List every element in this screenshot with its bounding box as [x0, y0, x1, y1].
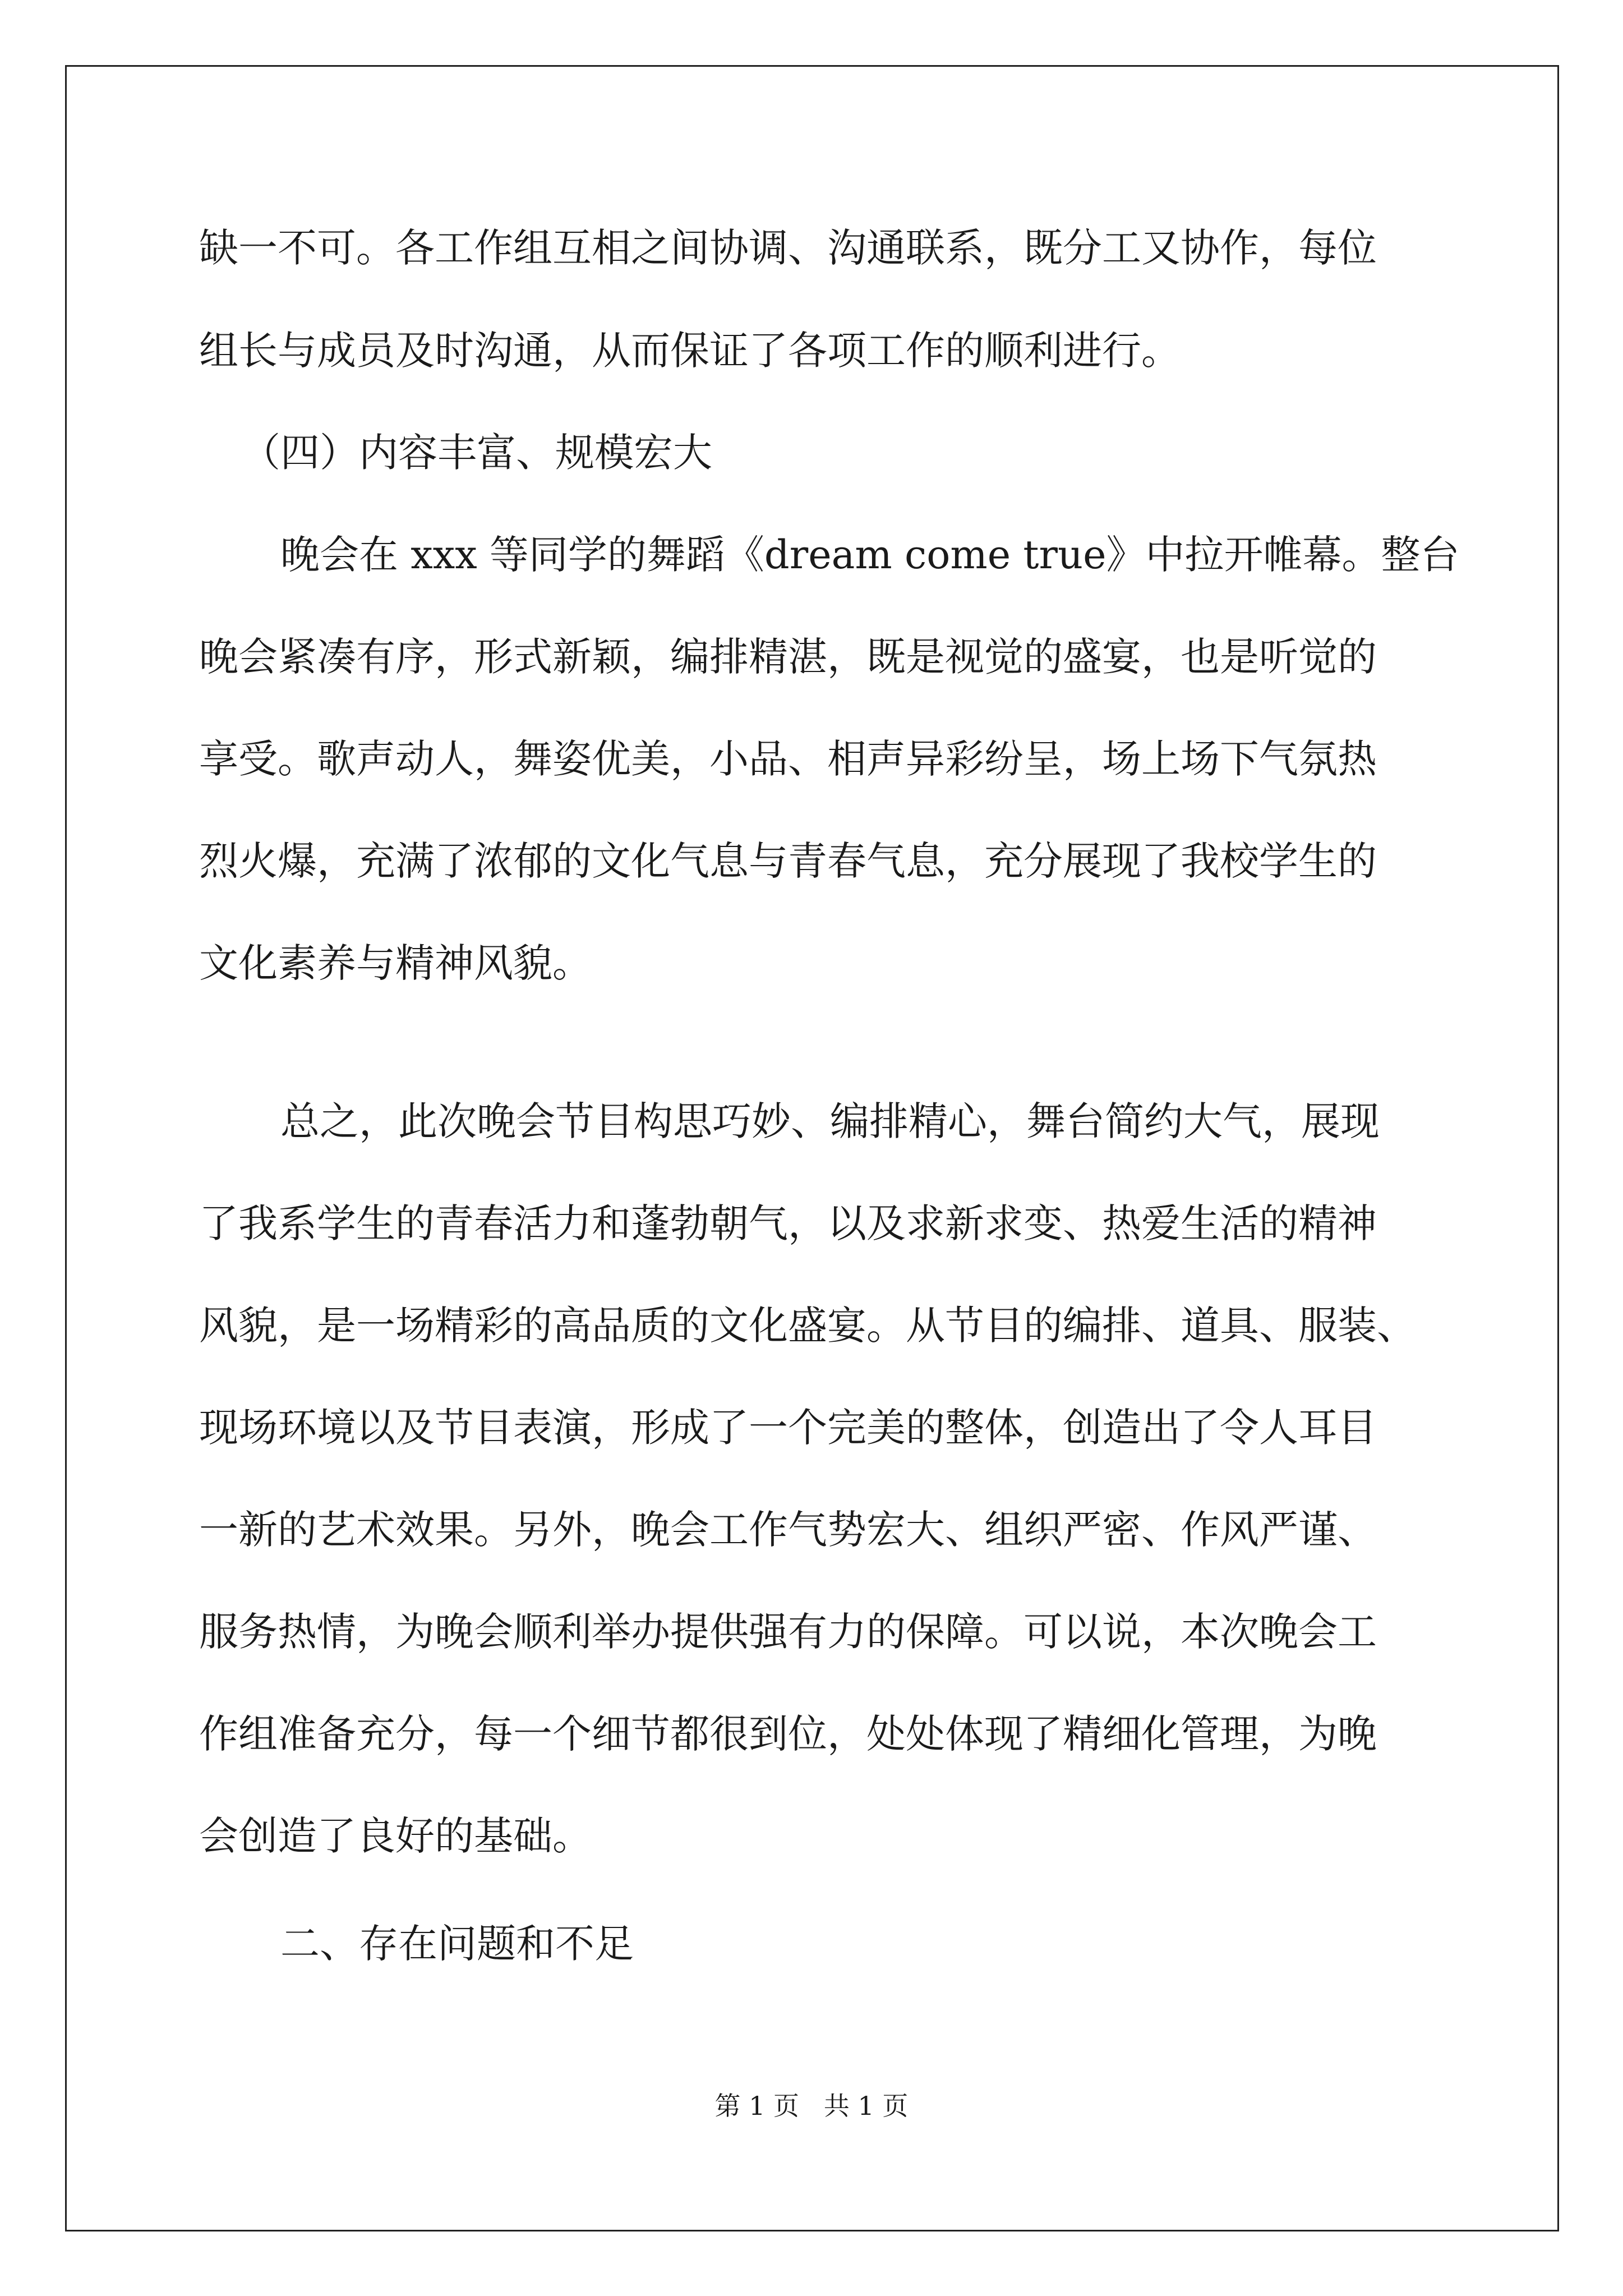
paragraph-line: 作组准备充分，每一个细节都很到位，处处体现了精细化管理，为晚	[199, 1711, 1377, 1757]
paragraph-line: 烈火爆，充满了浓郁的文化气息与青春气息，充分展现了我校学生的	[199, 838, 1377, 884]
section-heading: （四）内容丰富、规模宏大	[241, 430, 712, 476]
paragraph-line: 风貌，是一场精彩的高品质的文化盛宴。从节目的编排、道具、服装、	[199, 1303, 1416, 1349]
paragraph-line: 晚会在 xxx 等同学的舞蹈《dream come true》中拉开帷幕。整台	[280, 532, 1460, 578]
paragraph-line: 享受。歌声动人，舞姿优美，小品、相声异彩纷呈，场上场下气氛热	[199, 736, 1377, 782]
paragraph-line: 现场环境以及节目表演，形成了一个完美的整体，创造出了令人耳目	[199, 1405, 1377, 1451]
page-border	[65, 65, 1559, 2231]
paragraph-line: 晚会紧凑有序，形式新颖，编排精湛，既是视觉的盛宴，也是听觉的	[199, 634, 1377, 680]
paragraph-line: 一新的艺术效果。另外，晚会工作气势宏大、组织严密、作风严谨、	[199, 1507, 1377, 1553]
page-number-footer: 第 1 页 共 1 页	[714, 2091, 909, 2121]
paragraph-line: 文化素养与精神风貌。	[199, 940, 592, 986]
paragraph-line: 服务热情，为晚会顺利举办提供强有力的保障。可以说，本次晚会工	[199, 1609, 1377, 1655]
paragraph-line: 了我系学生的青春活力和蓬勃朝气，以及求新求变、热爱生活的精神	[199, 1200, 1377, 1246]
section-heading: 二、存在问题和不足	[280, 1921, 634, 1967]
paragraph-line: 总之，此次晚会节目构思巧妙、编排精心，舞台简约大气，展现	[280, 1098, 1380, 1144]
paragraph-line: 缺一不可。各工作组互相之间协调、沟通联系，既分工又协作，每位	[199, 225, 1377, 271]
paragraph-line: 会创造了良好的基础。	[199, 1813, 592, 1859]
paragraph-line: 组长与成员及时沟通，从而保证了各项工作的顺利进行。	[199, 328, 1181, 374]
